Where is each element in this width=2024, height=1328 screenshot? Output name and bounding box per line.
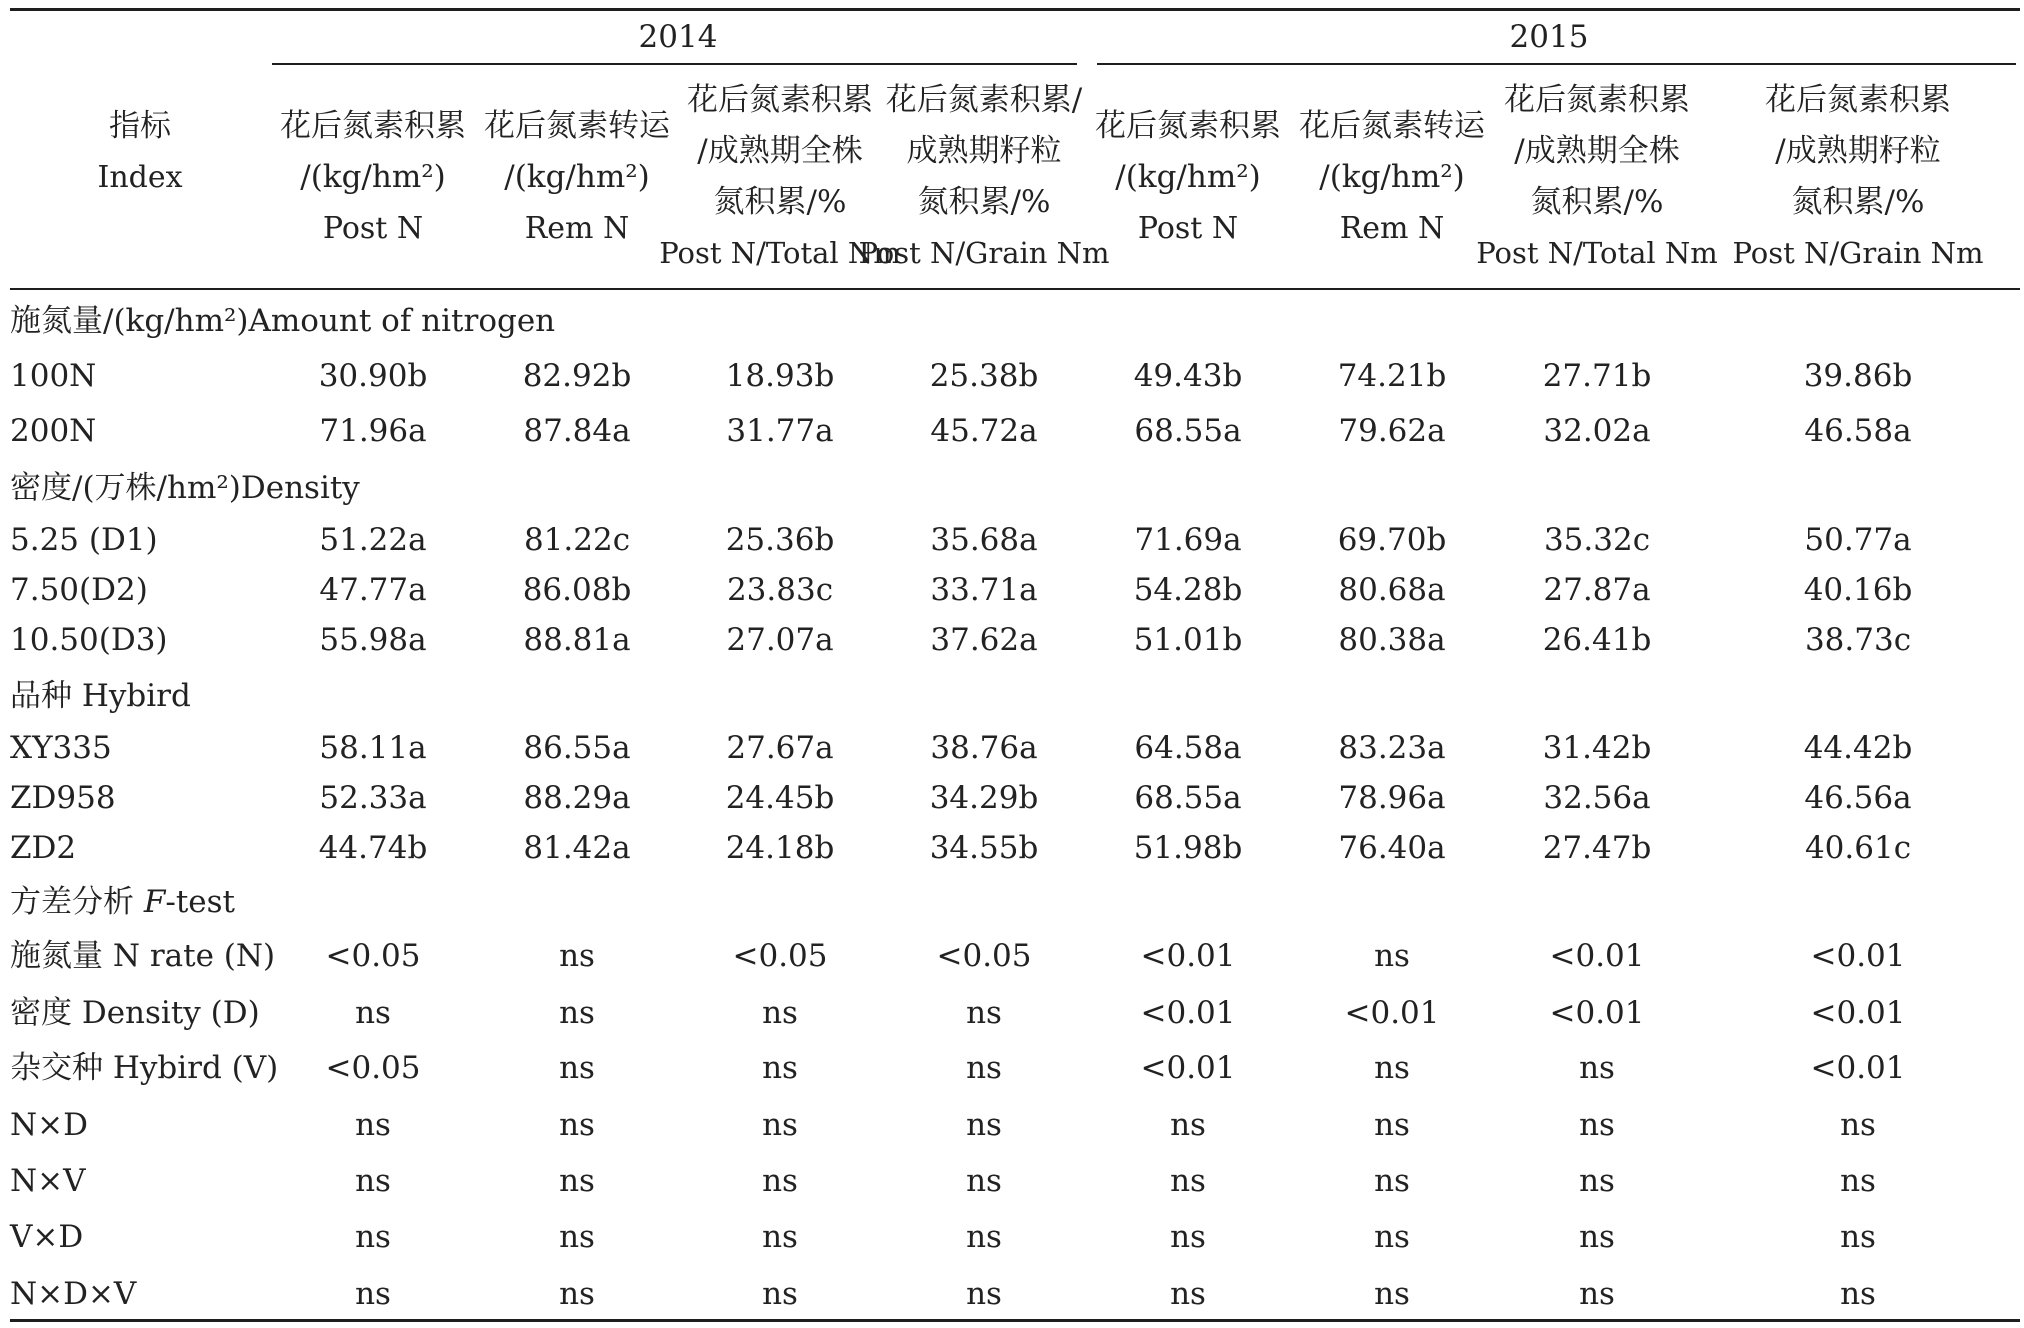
section-nitrogen: 施氮量/(kg/hm²)Amount of nitrogen <box>10 303 556 339</box>
table-cell: <0.05 <box>325 1050 421 1086</box>
table-cell: <0.05 <box>325 938 421 974</box>
table-cell: 86.55a <box>523 730 631 766</box>
table-cell: 23.83c <box>726 572 834 608</box>
section-ftest-zh: 方差分析 <box>10 884 134 920</box>
col-header-line: /成熟期籽粒 <box>1775 133 1941 169</box>
row-label: 密度 Density (D) <box>10 995 260 1031</box>
table-cell: ns <box>762 995 798 1031</box>
row-label: N×D×V <box>10 1276 137 1312</box>
table-cell: ns <box>966 1163 1002 1199</box>
row-label: ZD2 <box>10 830 77 866</box>
table-cell: 51.01b <box>1133 622 1243 658</box>
row-label: 5.25 (D1) <box>10 522 158 558</box>
year-2015: 2015 <box>1509 19 1589 55</box>
col-header-line: 花后氮素转运 <box>484 108 670 144</box>
section-density: 密度/(万株/hm²)Density <box>10 470 360 506</box>
table-cell: ns <box>355 1276 391 1312</box>
table-cell: 88.29a <box>523 780 631 816</box>
col-header-line: 氮积累/% <box>1530 184 1664 220</box>
table-cell: ns <box>559 995 595 1031</box>
table-cell: <0.05 <box>732 938 828 974</box>
table-cell: ns <box>355 1163 391 1199</box>
row-label: N×D <box>10 1107 88 1143</box>
year-2015-underline <box>1097 63 2016 65</box>
col-header-line: 花后氮素积累 <box>687 82 873 118</box>
col-header <box>280 101 466 254</box>
table-cell: ns <box>1579 1219 1615 1255</box>
section-ftest <box>10 884 236 920</box>
table-cell: 46.58a <box>1804 413 1912 449</box>
table-cell: ns <box>559 1050 595 1086</box>
col-header-line: 氮积累/% <box>917 184 1051 220</box>
table-cell: 38.73c <box>1804 622 1912 658</box>
table-cell: ns <box>1579 1107 1615 1143</box>
table-cell: 54.28b <box>1133 572 1243 608</box>
year-2014: 2014 <box>638 19 718 55</box>
table-cell: ns <box>762 1276 798 1312</box>
table-cell: ns <box>1579 1050 1615 1086</box>
table-cell: ns <box>559 1219 595 1255</box>
table-cell: 51.98b <box>1133 830 1243 866</box>
col-header-line: 花后氮素积累 <box>1095 108 1281 144</box>
index-header-en: Index <box>97 160 183 195</box>
table-cell: <0.01 <box>1140 938 1236 974</box>
table-cell: 40.16b <box>1803 572 1913 608</box>
table-cell: ns <box>355 1219 391 1255</box>
table-cell: <0.01 <box>1549 995 1645 1031</box>
section-hybrid: 品种 Hybird <box>10 678 191 714</box>
table-cell: 32.56a <box>1543 780 1651 816</box>
row-label: 杂交种 Hybird (V) <box>10 1050 279 1086</box>
table-cell: 25.36b <box>725 522 835 558</box>
table-cell: 32.02a <box>1543 413 1651 449</box>
section-ftest-rest: -test <box>165 884 236 920</box>
table-cell: 35.32c <box>1543 522 1651 558</box>
table-cell: <0.01 <box>1810 1050 1906 1086</box>
col-header <box>484 101 670 254</box>
table-cell: 27.71b <box>1542 358 1652 394</box>
table-cell: 27.07a <box>726 622 834 658</box>
table-cell: 82.92b <box>522 358 632 394</box>
table-cell: 55.98a <box>319 622 427 658</box>
table-cell: 40.61c <box>1804 830 1912 866</box>
table-cell: 27.67a <box>726 730 834 766</box>
col-header-line: Post N/Total Nm <box>1476 236 1718 270</box>
table-cell: ns <box>762 1107 798 1143</box>
table-cell: 52.33a <box>319 780 427 816</box>
table-cell: 34.55b <box>929 830 1039 866</box>
table-cell: ns <box>1579 1163 1615 1199</box>
table-cell: ns <box>355 995 391 1031</box>
table-cell: <0.01 <box>1810 938 1906 974</box>
table-cell: 44.74b <box>318 830 428 866</box>
col-header-line: 花后氮素积累 <box>1504 82 1690 118</box>
table-cell: 51.22a <box>319 522 427 558</box>
col-header-line: /(kg/hm²) <box>300 159 446 195</box>
col-header-line: Rem N <box>524 211 630 246</box>
col-header-line: /(kg/hm²) <box>1319 159 1465 195</box>
table-cell: 44.42b <box>1803 730 1913 766</box>
table-cell: <0.05 <box>936 938 1032 974</box>
table-cell: ns <box>1374 1219 1410 1255</box>
table-cell: 81.22c <box>523 522 631 558</box>
col-header-line: 氮积累/% <box>713 184 847 220</box>
table-cell: ns <box>1170 1276 1206 1312</box>
table-cell: <0.01 <box>1344 995 1440 1031</box>
table-cell: ns <box>559 938 595 974</box>
table-cell: 31.77a <box>726 413 834 449</box>
col-header-line: 花后氮素转运 <box>1299 108 1485 144</box>
index-header-zh: 指标 <box>109 108 171 144</box>
table-cell: 87.84a <box>523 413 631 449</box>
table-cell: ns <box>1840 1163 1876 1199</box>
table-cell: 80.68a <box>1338 572 1446 608</box>
col-header-line: /(kg/hm²) <box>1115 159 1261 195</box>
table-cell: ns <box>762 1050 798 1086</box>
row-label: 7.50(D2) <box>10 572 148 608</box>
table-cell: ns <box>966 1050 1002 1086</box>
table-cell: 45.72a <box>930 413 1038 449</box>
col-header-line: 花后氮素积累 <box>280 108 466 144</box>
table-cell: 50.77a <box>1804 522 1912 558</box>
col-header-line: Post N/Total Nm <box>659 236 901 270</box>
col-header-line: Rem N <box>1339 211 1445 246</box>
top-rule <box>10 8 2020 11</box>
table-cell: ns <box>1170 1163 1206 1199</box>
row-label: V×D <box>10 1219 84 1255</box>
table-cell: 38.76a <box>930 730 1038 766</box>
col-header <box>1732 75 1983 279</box>
col-header-line: /成熟期全株 <box>1514 133 1680 169</box>
table-cell: 33.71a <box>930 572 1038 608</box>
bottom-rule <box>10 1319 2020 1322</box>
table-cell: ns <box>1374 1163 1410 1199</box>
col-header-line: Post N <box>322 211 424 246</box>
col-header-line: /成熟期全株 <box>697 133 863 169</box>
col-header-line: 成熟期籽粒 <box>906 133 1062 169</box>
table-cell: ns <box>762 1163 798 1199</box>
table-cell: 69.70b <box>1337 522 1447 558</box>
table-cell: 68.55a <box>1134 780 1242 816</box>
table-cell: 88.81a <box>523 622 631 658</box>
table-cell: 30.90b <box>318 358 428 394</box>
table-cell: 18.93b <box>725 358 835 394</box>
col-header <box>1095 101 1281 254</box>
table-cell: 46.56a <box>1804 780 1912 816</box>
table-cell: ns <box>1579 1276 1615 1312</box>
header-rule <box>10 288 2020 290</box>
table-cell: ns <box>559 1276 595 1312</box>
table-cell: 26.41b <box>1542 622 1652 658</box>
table-cell: 24.18b <box>725 830 835 866</box>
table-cell: ns <box>1374 1107 1410 1143</box>
table-cell: ns <box>1840 1107 1876 1143</box>
col-header-line: Post N/Grain Nm <box>1732 236 1984 270</box>
table-cell: <0.01 <box>1549 938 1645 974</box>
table-cell: ns <box>1840 1276 1876 1312</box>
col-header <box>1299 101 1485 254</box>
row-label: 100N <box>10 358 97 394</box>
table-cell: ns <box>1374 938 1410 974</box>
table-cell: ns <box>559 1107 595 1143</box>
table-cell: <0.01 <box>1140 995 1236 1031</box>
col-header-line: Post N/Grain Nm <box>858 236 1110 270</box>
table-cell: 37.62a <box>930 622 1038 658</box>
table-cell: ns <box>1170 1219 1206 1255</box>
table-cell: ns <box>762 1219 798 1255</box>
col-header-line: /(kg/hm²) <box>504 159 650 195</box>
table-cell: ns <box>1170 1107 1206 1143</box>
col-header-line: 花后氮素积累 <box>1765 82 1951 118</box>
table-cell: 49.43b <box>1133 358 1243 394</box>
table-cell: ns <box>966 1107 1002 1143</box>
table-cell: 47.77a <box>319 572 427 608</box>
table-cell: 34.29b <box>929 780 1039 816</box>
table-cell: 39.86b <box>1803 358 1913 394</box>
table-cell: 68.55a <box>1134 413 1242 449</box>
col-header-line: 氮积累/% <box>1791 184 1925 220</box>
col-header <box>858 75 1109 279</box>
col-header-line: Post N <box>1137 211 1239 246</box>
table-cell: 83.23a <box>1338 730 1446 766</box>
col-header-line: 花后氮素积累/ <box>885 82 1083 118</box>
table-cell: ns <box>966 995 1002 1031</box>
row-label: XY335 <box>10 730 112 766</box>
col-header <box>1476 75 1718 279</box>
row-label: 10.50(D3) <box>10 622 168 658</box>
table-cell: 71.96a <box>319 413 427 449</box>
table-cell: 24.45b <box>725 780 835 816</box>
table-cell: ns <box>559 1163 595 1199</box>
table-cell: 76.40a <box>1338 830 1446 866</box>
table-cell: <0.01 <box>1140 1050 1236 1086</box>
table-cell: 31.42b <box>1542 730 1652 766</box>
section-ftest-f: F <box>143 884 166 920</box>
row-label: 200N <box>10 413 97 449</box>
table-cell: 80.38a <box>1338 622 1446 658</box>
table-cell: 78.96a <box>1338 780 1446 816</box>
table-cell: 27.47b <box>1542 830 1652 866</box>
row-label: 施氮量 N rate (N) <box>10 938 276 974</box>
table-cell: 74.21b <box>1337 358 1447 394</box>
row-label: N×V <box>10 1163 86 1199</box>
year-2014-underline <box>272 63 1077 65</box>
table-cell: 86.08b <box>522 572 632 608</box>
table-cell: 27.87a <box>1543 572 1651 608</box>
index-header <box>97 101 182 203</box>
table-cell: ns <box>1840 1219 1876 1255</box>
table-cell: 64.58a <box>1134 730 1242 766</box>
row-label: ZD958 <box>10 780 116 816</box>
table-cell: <0.01 <box>1810 995 1906 1031</box>
table-cell: ns <box>966 1276 1002 1312</box>
table-cell: 81.42a <box>523 830 631 866</box>
table-cell: ns <box>1374 1050 1410 1086</box>
table-cell: 79.62a <box>1338 413 1446 449</box>
table-cell: 58.11a <box>319 730 427 766</box>
table-cell: 35.68a <box>930 522 1038 558</box>
table-cell: ns <box>966 1219 1002 1255</box>
table-cell: 71.69a <box>1134 522 1242 558</box>
table-cell: ns <box>355 1107 391 1143</box>
table-cell: ns <box>1374 1276 1410 1312</box>
table-cell: 25.38b <box>929 358 1039 394</box>
